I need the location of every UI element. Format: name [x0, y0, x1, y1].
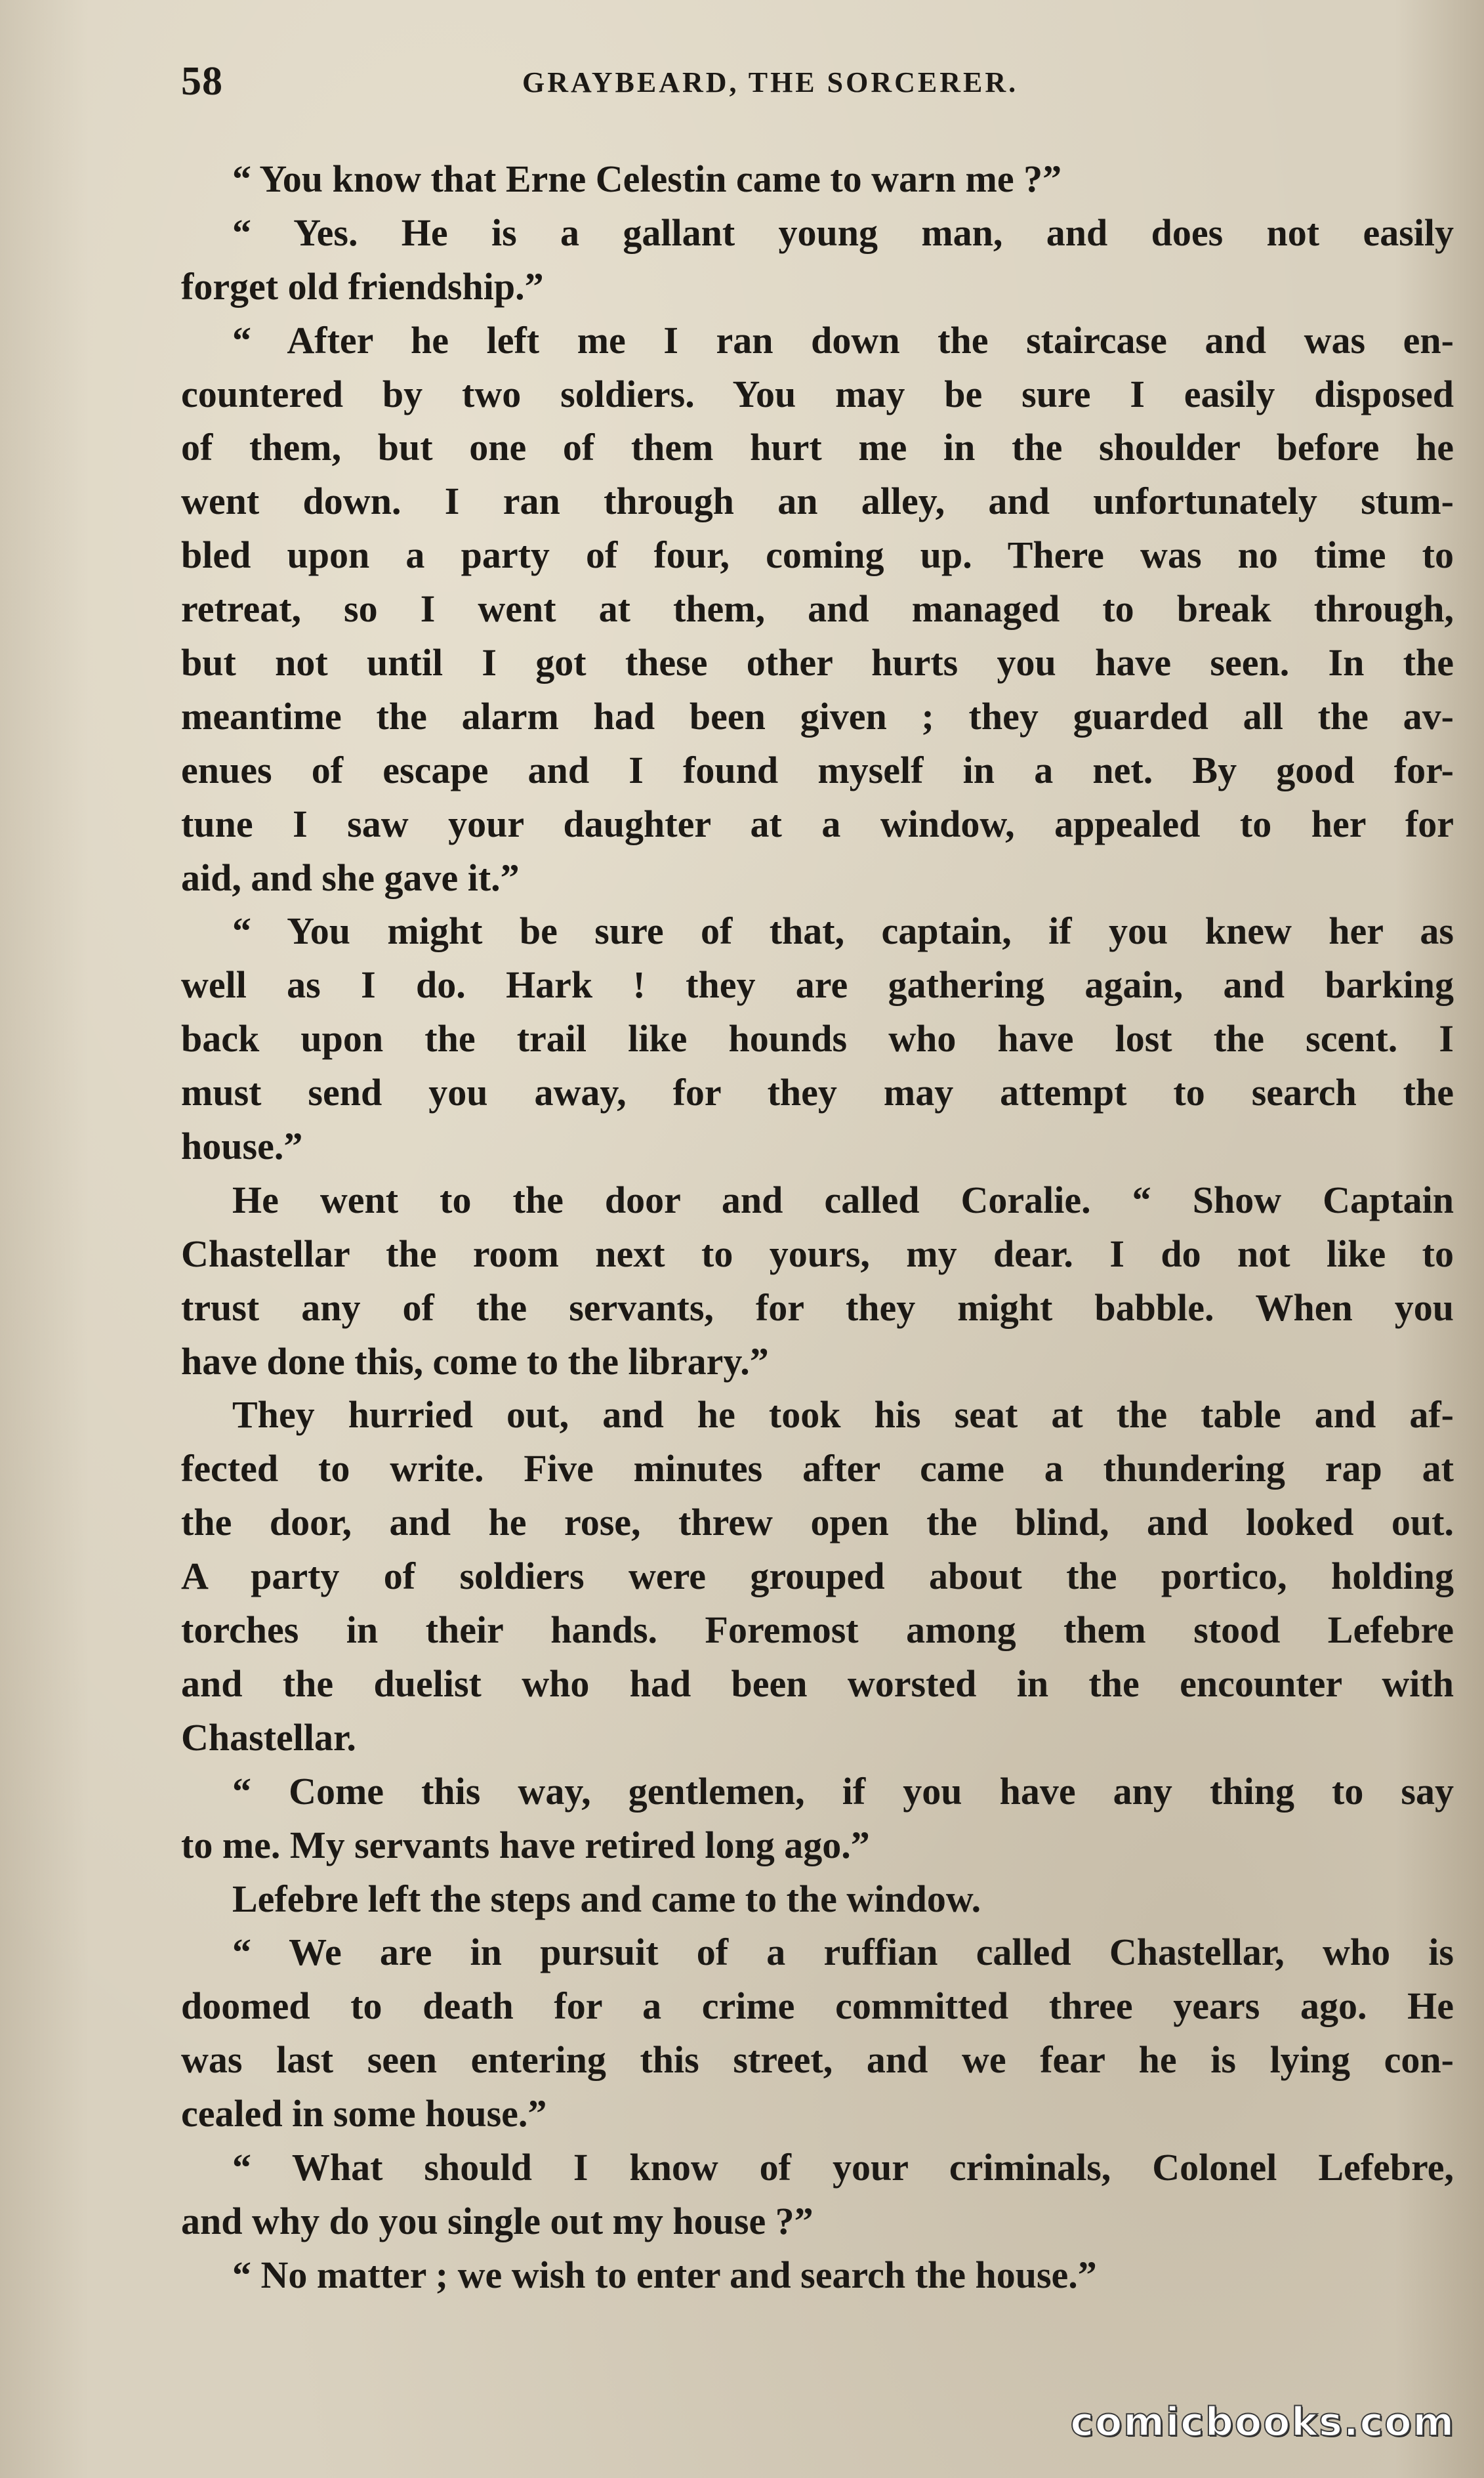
text-line: back upon the trail like hounds who have lost the scent. I	[181, 1017, 1454, 1060]
text-line: “ Yes. He is a gallant young man, and does not easily	[232, 211, 1454, 254]
watermark-logo: comicbooks.com	[1070, 2399, 1455, 2445]
text-line: and why do you single out my house ?”	[181, 2199, 814, 2242]
text-line: tune I saw your daughter at a window, appealed to her for	[181, 802, 1454, 845]
text-line: house.”	[181, 1125, 303, 1168]
text-line: “ You might be sure of that, captain, if you knew her as	[232, 910, 1454, 953]
text-line: forget old friendship.”	[181, 264, 544, 308]
text-line: the door, and he rose, threw open the blind, and looked out.	[181, 1501, 1454, 1544]
text-line: of them, but one of them hurt me in the shoulder before he	[181, 426, 1454, 469]
text-line: doomed to death for a crime committed three years ago. He	[181, 1984, 1454, 2028]
text-line: torches in their hands. Foremost among them stood Lefebre	[181, 1608, 1454, 1652]
text-line: enues of escape and I found myself in a net. By good for-	[181, 748, 1454, 791]
text-line: trust any of the servants, for they might babble. When you	[181, 1286, 1454, 1329]
text-line: fected to write. Five minutes after came a thundering rap at	[181, 1447, 1454, 1490]
text-line: They hurried out, and he took his seat at the table and af-	[232, 1393, 1454, 1437]
page-number: 58	[181, 59, 223, 104]
text-line: He went to the door and called Coralie. “ Show Captain	[232, 1178, 1454, 1221]
text-line: Lefebre left the steps and came to the window.	[232, 1877, 981, 1920]
text-line: cealed in some house.”	[181, 2092, 547, 2135]
body-text	[181, 152, 1454, 2302]
text-line: have done this, come to the library.”	[181, 1339, 769, 1383]
text-line: but not until I got these other hurts you have seen. In the	[181, 641, 1454, 684]
text-line: meantime the alarm had been given ; they guarded all the av-	[181, 694, 1454, 738]
text-line: was last seen entering this street, and we fear he is lying con-	[181, 2038, 1454, 2082]
text-line: must send you away, for they may attempt to search the	[181, 1071, 1454, 1114]
text-line: “ You know that Erne Celestin came to warn me ?”	[232, 158, 1062, 200]
text-line: A party of soldiers were grouped about the portico, holding	[181, 1555, 1454, 1598]
text-line: bled upon a party of four, coming up. There was no time to	[181, 534, 1454, 577]
text-line: and the duelist who had been worsted in the encounter with	[181, 1662, 1454, 1705]
text-line: retreat, so I went at them, and managed to break through,	[181, 587, 1454, 631]
text-line: “ Come this way, gentlemen, if you have any thing to say	[232, 1769, 1454, 1813]
text-line: “ What should I know of your criminals, Colonel Lefebre,	[232, 2145, 1454, 2189]
text-line: “ No matter ; we wish to enter and search the house.”	[232, 2253, 1097, 2296]
running-head: GRAYBEARD, THE SORCERER.	[522, 66, 1019, 98]
text-line: “ After he left me I ran down the staircase and was en-	[232, 318, 1454, 362]
text-line: Chastellar.	[181, 1715, 356, 1759]
page-header	[181, 55, 1454, 108]
text-line: “ We are in pursuit of a ruffian called Chastellar, who is	[232, 1931, 1454, 1974]
text-line: aid, and she gave it.”	[181, 856, 520, 899]
text-line: to me. My servants have retired long ago.”	[181, 1823, 870, 1866]
text-line: Chastellar the room next to yours, my dear. I do not like to	[181, 1232, 1454, 1275]
text-line: well as I do. Hark ! they are gathering again, and barking	[181, 963, 1454, 1007]
text-line: went down. I ran through an alley, and unfortunately stum-	[181, 480, 1454, 523]
text-line: countered by two soldiers. You may be sure I easily disposed	[181, 372, 1454, 415]
